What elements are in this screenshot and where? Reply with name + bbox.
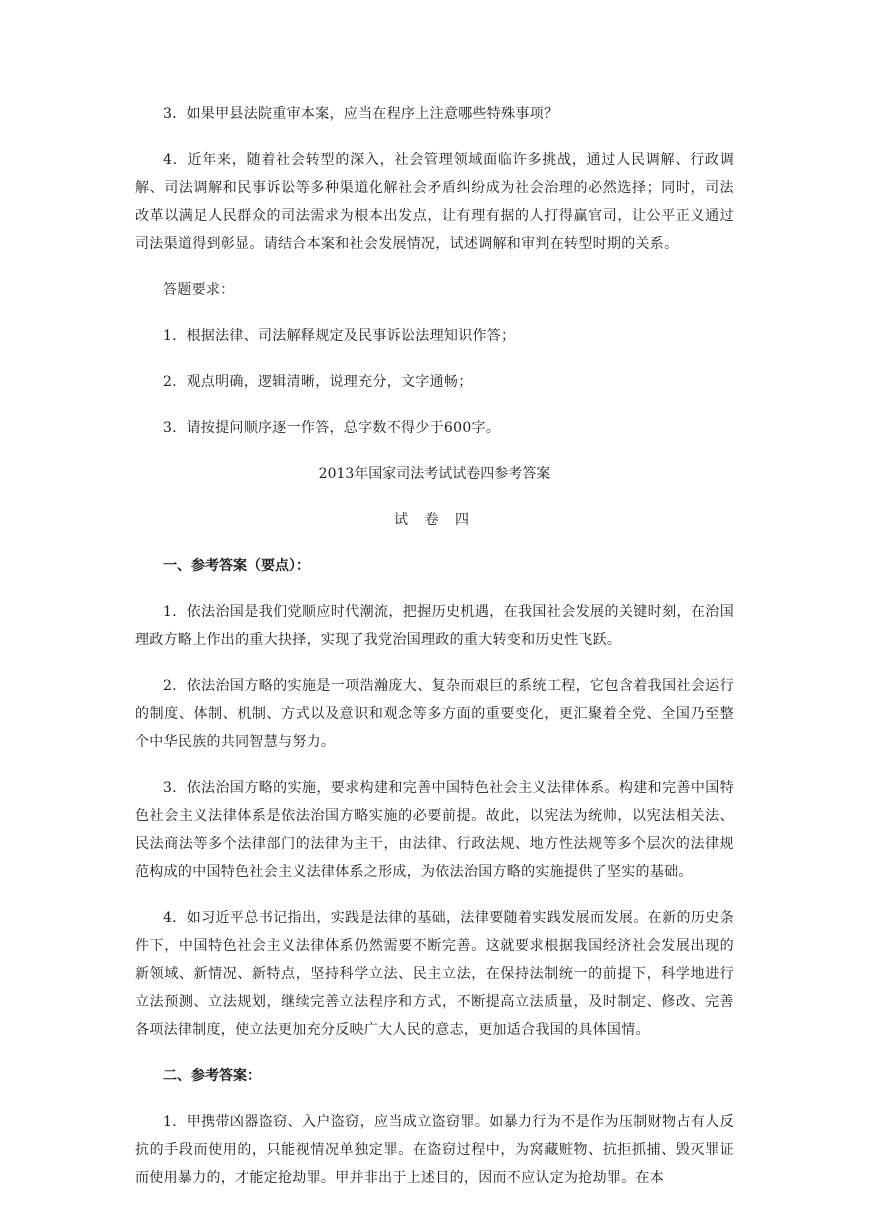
paragraph: 3．如果甲县法院重审本案，应当在程序上注意哪些特殊事项？ bbox=[163, 106, 559, 122]
paragraph: 2．依法治国方略的实施是一项浩瀚庞大、复杂而艰巨的系统工程，它包含着我国社会运行的制度、体制、机制、方式以及意识和观念等多方面的重要变化，更汇聚着全党、全国乃至整个中华民族的共同智慧与努力。 bbox=[135, 678, 734, 750]
paper-title: 试 卷 四 bbox=[394, 512, 475, 528]
paragraph: 1．甲携带凶器盗窃、入户盗窃，应当成立盗窃罪。如暴力行为不是作为压制财物占有人反抗的手段而使用的，只能视情况单独定罪。在盗窃过程中，为窝藏赃物、抗拒抓捕、毁灭罪证而使用暴力的，才能定抢劫罪。甲并非出于上述目的，因而不应认定为抢劫罪。在本 bbox=[135, 1114, 734, 1186]
section-heading: 一、参考答案（要点）： bbox=[163, 558, 310, 574]
requirement-item: 1．根据法律、司法解释规定及民事诉讼法理知识作答； bbox=[163, 328, 516, 344]
paragraph: 4．近年来，随着社会转型的深入，社会管理领域面临许多挑战，通过人民调解、行政调解、司法调解和民事诉讼等多种渠道化解社会矛盾纠纷成为社会治理的必然选择；同时，司法改革以满足人民群众的司法需求为根本出发点，让有理有据的人打得赢官司，让公平正义通过司法渠道得到彰显。请结合本案和社会发展情况，试述调解和审判在转型时期的关系。 bbox=[135, 152, 734, 252]
requirement-item: 3．请按提问顺序逐一作答，总字数不得少于600字。 bbox=[163, 420, 501, 436]
answer-title: 2013年国家司法考试试卷四参考答案 bbox=[318, 466, 551, 482]
section-heading: 二、参考答案： bbox=[163, 1068, 261, 1084]
paragraph: 1．依法治国是我们党顺应时代潮流，把握历史机遇，在我国社会发展的关键时刻，在治国理政方略上作出的重大抉择，实现了我党治国理政的重大转变和历史性飞跃。 bbox=[135, 604, 734, 648]
requirement-item: 2．观点明确，逻辑清晰，说理充分，文字通畅； bbox=[163, 374, 473, 390]
answer-requirements-label: 答题要求： bbox=[163, 282, 235, 298]
paragraph: 3．依法治国方略的实施，要求构建和完善中国特色社会主义法律体系。构建和完善中国特色社会主义法律体系是依法治国方略实施的必要前提。故此，以宪法为统帅，以宪法相关法、民法商法等多个法律部门的法律为主干，由法律、行政法规、地方性法规等多个层次的法律规范构成的中国特色社会主义法律体系之形成，为依法治国方略的实施提供了坚实的基础。 bbox=[135, 780, 734, 880]
paragraph: 4．如习近平总书记指出，实践是法律的基础，法律要随着实践发展而发展。在新的历史条件下，中国特色社会主义法律体系仍然需要不断完善。这就要求根据我国经济社会发展出现的新领域、新情况、新特点，坚持科学立法、民主立法，在保持法制统一的前提下，科学地进行立法预测、立法规划，继续完善立法程序和方式，不断提高立法质量，及时制定、修改、完善各项法律制度，使立法更加充分反映广大人民的意志，更加适合我国的具体国情。 bbox=[135, 910, 734, 1038]
